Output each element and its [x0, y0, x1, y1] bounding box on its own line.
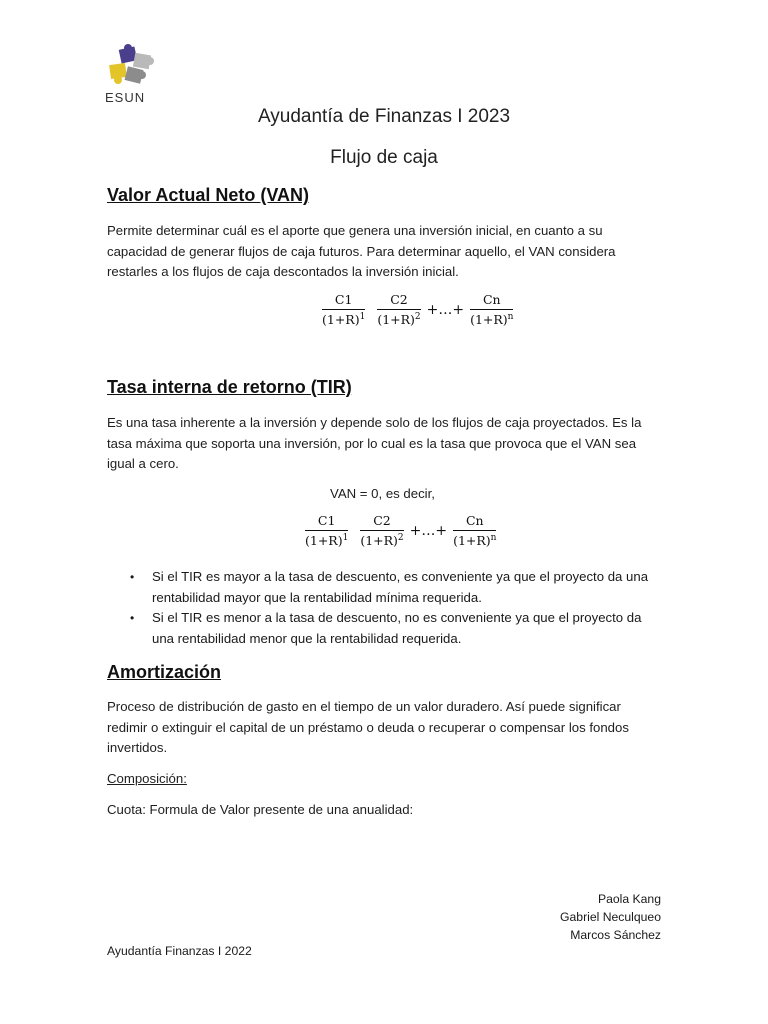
logo-text: ESUN	[105, 90, 146, 105]
amortizacion-paragraph	[107, 697, 667, 759]
composicion-label: Composición:	[107, 771, 187, 786]
formula-term	[377, 292, 420, 327]
signature-name: Marcos Sánchez	[570, 928, 661, 942]
term-denominator: $(1+R)^2$	[377, 312, 421, 327]
bullet-icon: •	[130, 570, 135, 584]
van-line: restarles a los flujos de caja descontados la inversión inicial.	[107, 264, 459, 279]
tir-bullet-list	[130, 567, 670, 649]
tir-heading: Tasa interna de retorno (TIR)	[107, 377, 352, 397]
term-numerator: C2	[377, 292, 420, 310]
van-line: capacidad de generar flujos de caja futuros. Para determinar aquello, el VAN considera	[107, 243, 616, 259]
signature-name: Paola Kang	[597, 892, 661, 906]
term-denominator: $(1+R)^1$	[305, 533, 349, 548]
tir-line: tasa máxima que soporta una inversión, por lo cual es la tasa que provoca que el VAN sea	[107, 435, 637, 451]
term-denominator: $(1+R)^1$	[322, 312, 366, 327]
amortizacion-line: redimir o extinguir el capital de un préstamo o deuda o recuperar o compensar los fondos	[107, 719, 629, 735]
list-item	[130, 567, 670, 608]
van-condition: VAN = 0, es decir,	[330, 486, 435, 501]
van-formula	[322, 292, 521, 327]
van-line: Permite determinar cuál es el aporte que genera una inversión inicial, en cuanto a su	[107, 223, 603, 238]
formula-term	[470, 292, 513, 327]
formula-term	[453, 513, 496, 548]
term-numerator: C1	[305, 513, 348, 531]
list-item	[130, 608, 670, 649]
bullet-line: Si el TIR es menor a la tasa de descuento, no es conveniente ya que el proyecto da	[152, 610, 642, 625]
term-numerator: C2	[360, 513, 403, 531]
tir-formula	[305, 513, 504, 548]
puzzle-piece-gray-dark	[125, 66, 146, 83]
document-title: Ayudantía de Finanzas I 2023	[257, 106, 511, 127]
signature-block	[560, 890, 661, 944]
van-paragraph	[107, 221, 667, 283]
formula-ellipsis: +…+	[409, 522, 448, 539]
tir-line: Es una tasa inherente a la inversión y depende solo de los flujos de caja proyectados. Es la	[107, 415, 642, 430]
tir-paragraph	[107, 413, 667, 475]
term-denominator: $(1+R)^2$	[360, 533, 404, 548]
document-subtitle: Flujo de caja	[330, 147, 438, 168]
formula-term	[360, 513, 403, 548]
amortizacion-line: invertidos.	[107, 740, 168, 755]
amortizacion-line: Proceso de distribución de gasto en el tiempo de un valor duradero. Así puede significar	[107, 699, 621, 714]
bullet-line: una rentabilidad menor que la rentabilidad requerida.	[152, 630, 462, 646]
term-denominator: $(1+R)^n$	[470, 312, 514, 327]
puzzle-piece-yellow	[109, 63, 127, 84]
term-numerator: C1	[322, 292, 365, 310]
formula-ellipsis: +…+	[426, 301, 465, 318]
van-heading: Valor Actual Neto (VAN)	[107, 185, 310, 205]
amortizacion-heading: Amortización	[107, 662, 222, 682]
formula-term	[305, 513, 348, 548]
bullet-line: Si el TIR es mayor a la tasa de descuento, es conveniente ya que el proyecto da una	[152, 569, 649, 584]
cuota-text: Cuota: Formula de Valor presente de una anualidad:	[107, 802, 414, 817]
term-numerator: Cn	[470, 292, 513, 310]
puzzle-piece-gray-light	[133, 53, 154, 70]
term-numerator: Cn	[453, 513, 496, 531]
signature-name: Gabriel Neculqueo	[560, 910, 661, 924]
term-denominator: $(1+R)^n$	[453, 533, 497, 548]
formula-term	[322, 292, 365, 327]
page-footer: Ayudantía Finanzas I 2022	[107, 944, 252, 958]
tir-line: igual a cero.	[107, 456, 179, 471]
bullet-line: rentabilidad mayor que la rentabilidad mínima requerida.	[152, 589, 482, 605]
bullet-icon: •	[130, 611, 135, 625]
